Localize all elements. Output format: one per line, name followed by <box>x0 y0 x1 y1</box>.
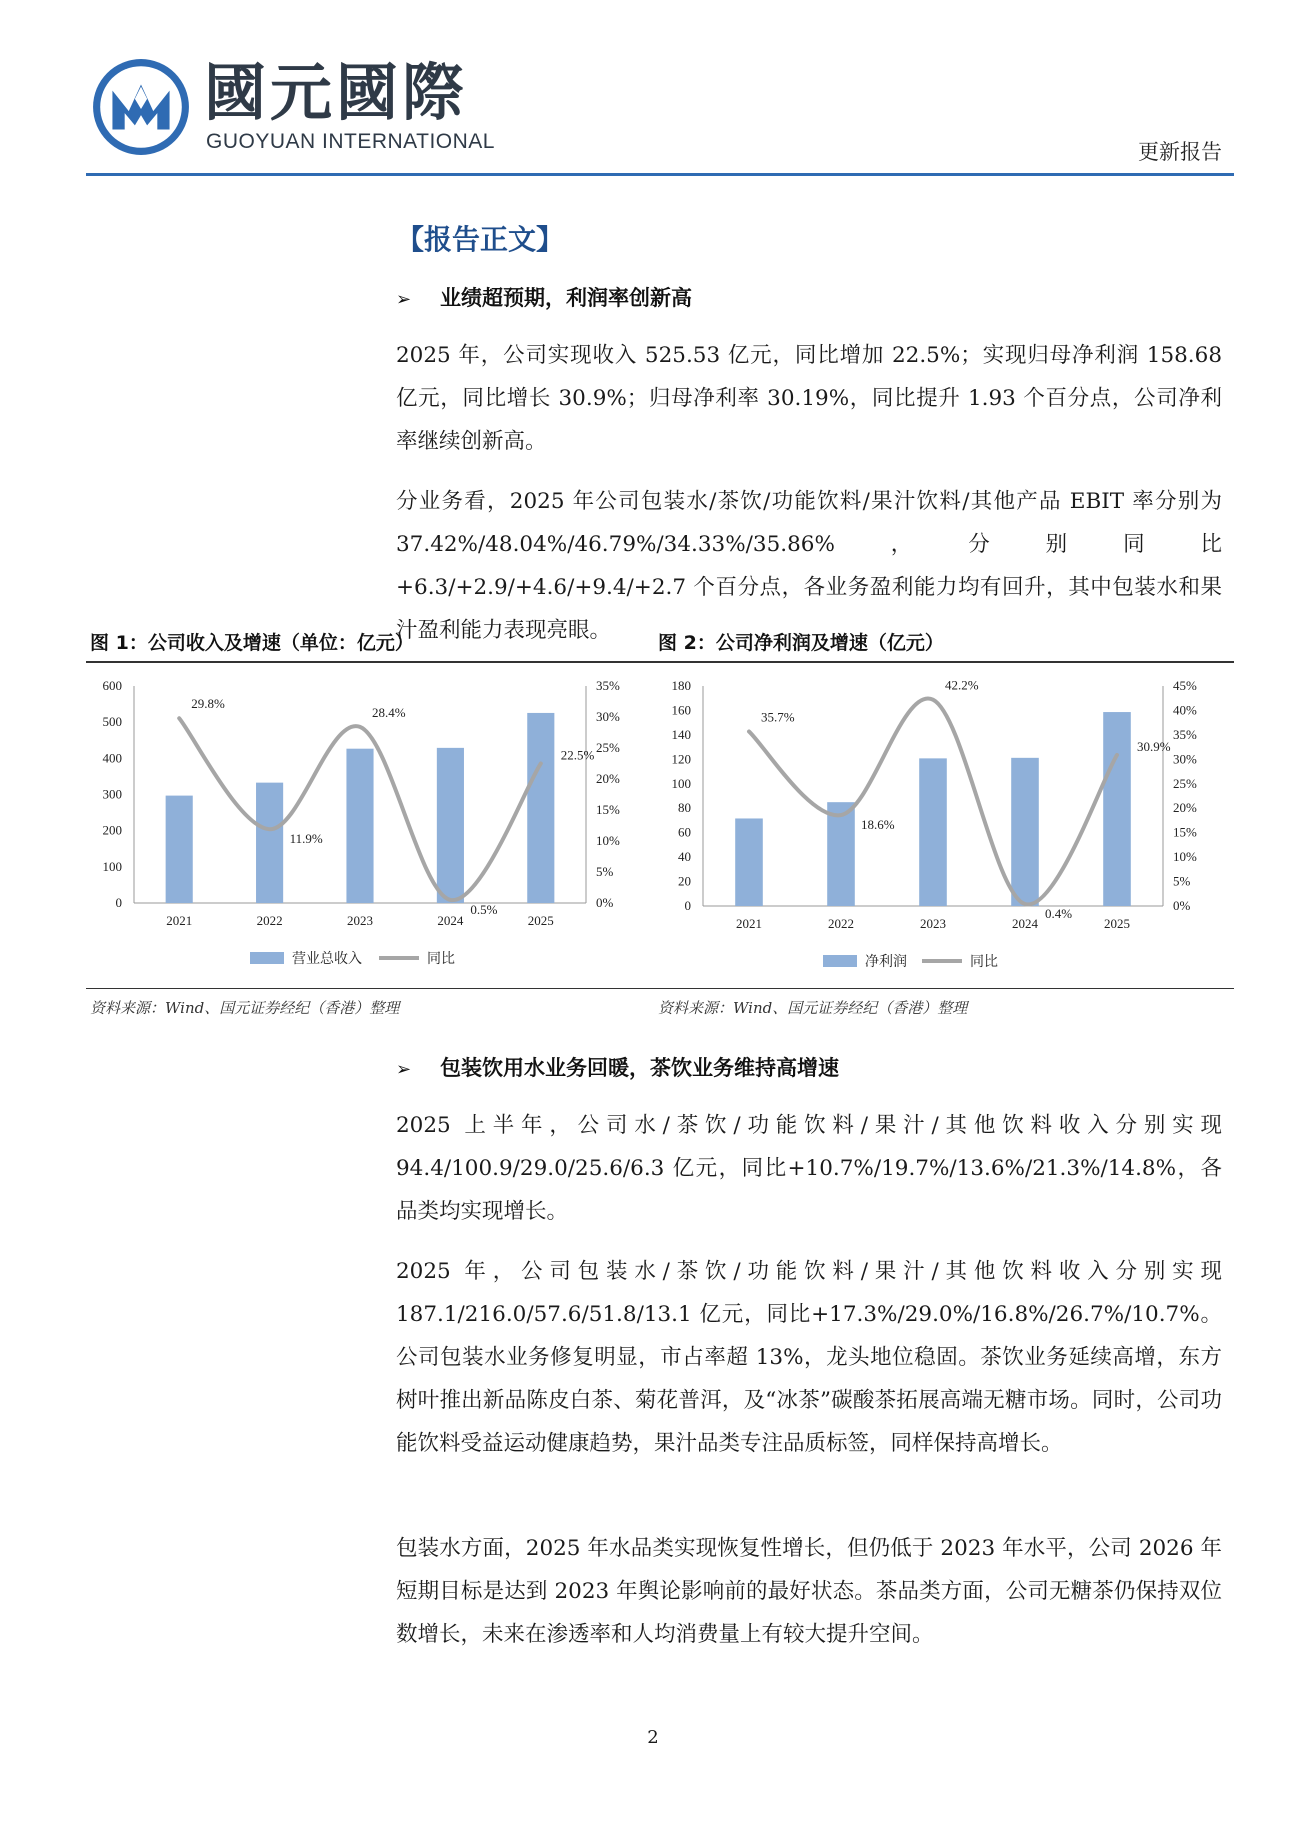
bullet-heading-text: 业绩超预期，利润率创新高 <box>440 286 692 310</box>
y-tick-label-right: 5% <box>596 864 614 879</box>
y-tick-label-left: 200 <box>102 822 122 838</box>
bar-2025 <box>1103 712 1131 906</box>
y-tick-label-left: 500 <box>102 714 122 730</box>
y-tick-label-left: 160 <box>671 702 691 718</box>
growth-data-label: 29.8% <box>191 696 225 712</box>
y-tick-label-right: 30% <box>596 709 620 724</box>
figure-top-rule <box>86 661 1234 663</box>
legend-bar-label: 净利润 <box>865 954 907 970</box>
paragraph-5: 包装水方面，2025 年水品类实现恢复性增长，但仍低于 2023 年水平，公司 2026 年短期目标是达到 2023 年舆论影响前的最好状态。茶品类方面，公司无糖茶仍保持双位数增长，未来在渗透率和人均消费量上有较大提升空间。 <box>396 1536 1222 1647</box>
growth-data-label: 0.5% <box>470 901 498 917</box>
bullet-heading-1 <box>396 282 692 312</box>
brand-name-cn: 國元國際 <box>204 56 469 129</box>
bullet-heading-text: 包装饮用水业务回暖，茶饮业务维持高增速 <box>440 1056 839 1080</box>
figure-1-title: 图 1：公司收入及增速（单位：亿元） <box>90 632 414 654</box>
x-tick-label: 2022 <box>828 916 854 931</box>
figure-1-source: 资料来源：Wind、国元证券经纪（香港）整理 <box>90 999 400 1017</box>
figure-2-title: 图 2：公司净利润及增速（亿元） <box>658 632 944 654</box>
bar-2024 <box>1011 758 1039 906</box>
y-tick-label-right: 35% <box>596 678 620 693</box>
bar-2021 <box>166 796 193 903</box>
paragraph-2: 分业务看，2025 年公司包装水/茶饮/功能饮料/果汁饮料/其他产品 EBIT 率分别为 37.42%/48.04%/46.79%/34.33%/35.86%，分别同比+6.3/+2.9/+4.6/+9.4/+2.7 个百分点，各业务盈利能力均有回升，其中包装水和果汁盈利能力表现亮眼。 <box>396 489 1222 643</box>
x-tick-label: 2021 <box>166 913 193 928</box>
x-tick-label: 2023 <box>347 913 373 928</box>
y-tick-label-left: 60 <box>678 824 691 840</box>
growth-data-label: 35.7% <box>761 709 795 725</box>
y-tick-label-right: 45% <box>1173 678 1197 693</box>
y-tick-label-left: 100 <box>102 858 122 874</box>
y-tick-label-right: 10% <box>1173 849 1197 865</box>
y-tick-label-right: 5% <box>1173 873 1191 889</box>
legend-bar-label: 营业总收入 <box>292 951 362 967</box>
report-type-label: 更新报告 <box>1138 140 1222 164</box>
y-tick-label-left: 40 <box>678 849 691 865</box>
x-tick-label: 2025 <box>527 913 554 928</box>
growth-data-label: 11.9% <box>289 831 323 847</box>
x-tick-label: 2021 <box>736 916 762 931</box>
paragraph-3: 2025 上半年，公司水/茶饮/功能饮料/果汁/其他饮料收入分别实现 94.4/100.9/29.0/25.6/6.3 亿元，同比+10.7%/19.7%/13.6%/21.3%/14.8%，各品类均实现增长。 <box>396 1113 1222 1224</box>
y-tick-label-right: 25% <box>1173 775 1197 791</box>
y-tick-label-left: 180 <box>671 678 691 693</box>
bullet-heading-2 <box>396 1052 839 1082</box>
x-tick-label: 2024 <box>437 913 464 928</box>
legend-bar-swatch <box>823 955 857 967</box>
x-tick-label: 2022 <box>256 913 283 928</box>
y-tick-label-right: 10% <box>596 833 620 848</box>
bar-2023 <box>346 749 373 903</box>
y-tick-label-right: 40% <box>1173 702 1197 718</box>
y-tick-label-right: 35% <box>1173 726 1197 742</box>
figure-2-source: 资料来源：Wind、国元证券经纪（香港）整理 <box>658 999 968 1017</box>
section-title: 【报告正文】 <box>396 223 565 256</box>
y-tick-label-left: 0 <box>684 898 691 913</box>
growth-data-label: 42.2% <box>945 677 979 693</box>
y-tick-label-left: 300 <box>102 786 122 802</box>
y-tick-label-right: 15% <box>596 802 620 817</box>
arrow-bullet-icon: ➢ <box>396 289 412 310</box>
legend-bar-swatch <box>250 952 284 964</box>
y-tick-label-left: 0 <box>115 895 122 910</box>
y-tick-label-left: 100 <box>671 775 691 791</box>
legend-line-label: 同比 <box>970 954 998 970</box>
y-tick-label-right: 0% <box>596 895 614 910</box>
y-tick-label-left: 20 <box>678 873 691 889</box>
x-tick-label: 2024 <box>1012 916 1038 931</box>
y-tick-label-right: 20% <box>1173 800 1197 816</box>
brand-name-en: GUOYUAN INTERNATIONAL <box>206 130 495 153</box>
x-tick-label: 2023 <box>920 916 946 931</box>
bar-2024 <box>437 748 464 903</box>
growth-data-label: 22.5% <box>560 747 595 763</box>
growth-data-label: 30.9% <box>1137 738 1171 754</box>
paragraph-4: 2025 年，公司包装水/茶饮/功能饮料/果汁/其他饮料收入分别实现 187.1/216.0/57.6/51.8/13.1 亿元，同比+17.3%/29.0%/16.8%/26.7%/10.7%。公司包装水业务修复明显，市占率超 13%，龙头地位稳固。茶饮业务延续高增，东方树叶推出新品陈皮白茶、菊花普洱，及“冰茶”碳酸茶拓展高端无糖市场。同时，公司功能饮料受益运动健康趋势，果汁品类专注品质标签，同样保持高增长。 <box>396 1259 1222 1456</box>
y-tick-label-right: 15% <box>1173 824 1197 840</box>
bar-2023 <box>919 758 947 906</box>
bar-2022 <box>827 802 855 906</box>
net-profit-chart <box>658 668 1234 983</box>
y-tick-label-right: 30% <box>1173 751 1197 767</box>
page-number: 2 <box>647 1727 659 1748</box>
header-divider <box>86 173 1234 176</box>
bar-2021 <box>735 818 763 906</box>
revenue-chart <box>86 668 646 983</box>
y-tick-label-right: 25% <box>596 740 620 755</box>
y-tick-label-left: 80 <box>678 800 691 816</box>
growth-data-label: 18.6% <box>861 817 895 833</box>
y-tick-label-left: 140 <box>671 726 691 742</box>
y-tick-label-right: 0% <box>1173 898 1191 913</box>
y-tick-label-left: 400 <box>102 750 122 766</box>
y-tick-label-left: 120 <box>671 751 691 767</box>
growth-data-label: 0.4% <box>1045 906 1073 922</box>
y-tick-label-left: 600 <box>102 678 122 693</box>
guoyuan-logo-icon <box>90 56 192 158</box>
x-tick-label: 2025 <box>1104 916 1130 931</box>
growth-data-label: 28.4% <box>372 704 406 720</box>
paragraph-1: 2025 年，公司实现收入 525.53 亿元，同比增加 22.5%；实现归母净利润 158.68 亿元，同比增长 30.9%；归母净利率 30.19%，同比提升 1.93 个百分点，公司净利率继续创新高。 <box>396 343 1222 454</box>
bar-2025 <box>527 713 554 903</box>
figure-bottom-rule <box>86 988 1234 989</box>
y-tick-label-right: 20% <box>596 771 620 786</box>
arrow-bullet-icon: ➢ <box>396 1059 412 1080</box>
bar-2022 <box>256 783 283 903</box>
legend-line-label: 同比 <box>427 951 455 967</box>
